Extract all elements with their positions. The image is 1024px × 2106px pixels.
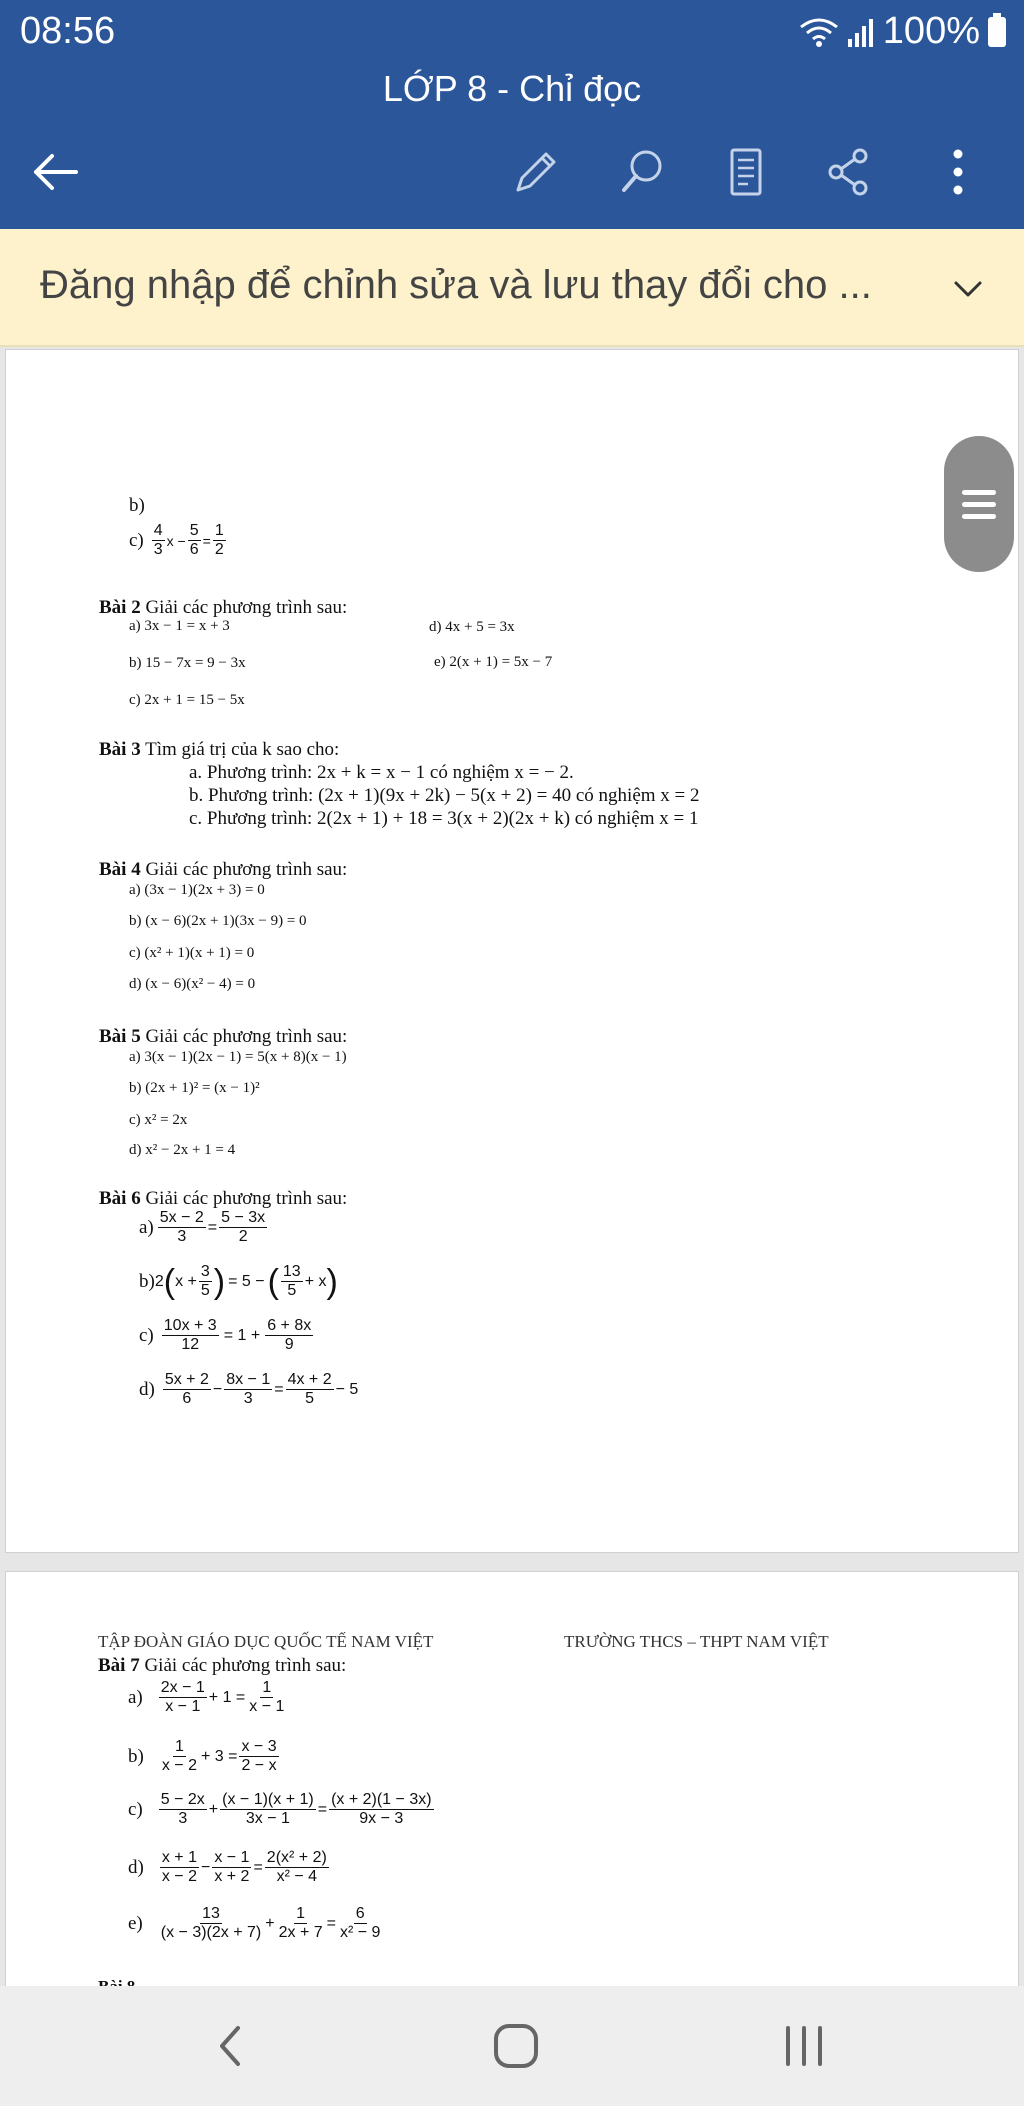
bai3-item-a: a. Phương trình: 2x + k = x − 1 có nghiệm x = − 2. bbox=[189, 762, 574, 783]
bai6-item-d: d) $\frac{5x + 2}{6}$ − $\frac{8x - 1}{3}$ = $\frac{4x + 2}{5}$ − 5 bbox=[139, 1371, 359, 1407]
bai1-item-b: b) bbox=[129, 495, 145, 516]
bai2-item-a: a) 3x − 1 = x + 3 bbox=[129, 618, 230, 634]
document-page-1 bbox=[5, 349, 1019, 1553]
battery-icon bbox=[988, 17, 1006, 47]
nav-recents-icon[interactable] bbox=[772, 2014, 836, 2078]
document-title: LỚP 8 - Chỉ đọc bbox=[382, 68, 642, 109]
bai7-item-c: c) $\frac{5 - 2x}{3}$ + $\frac{(x - 1)(x + 1)}{3x - 1}$ = $\frac{(x + 2)(1 - 3x)}{9x - 3}$ bbox=[128, 1791, 432, 1827]
bai5-item-b: b) (2x + 1)² = (x − 1)² bbox=[129, 1080, 260, 1096]
bai4-item-c: c) (x² + 1)(x + 1) = 0 bbox=[129, 945, 255, 961]
battery-percent: 100% bbox=[882, 10, 980, 52]
status-indicators bbox=[799, 10, 1006, 53]
bai4-item-a: a) (3x − 1)(2x + 3) = 0 bbox=[129, 882, 265, 898]
bai1-item-c: c) $\frac{4}{3}$ x − $\frac{5}{6}$ = $\frac{1}{2}$ bbox=[129, 522, 224, 558]
share-icon[interactable] bbox=[820, 142, 880, 202]
more-vertical-icon[interactable] bbox=[928, 142, 988, 202]
page-header-right: TRƯỜNG THCS – THPT NAM VIỆT bbox=[564, 1632, 829, 1651]
signal-icon bbox=[847, 17, 875, 47]
bai7-item-a: a) $\frac{2x - 1}{x - 1}$ + 1 = $\frac{1}{x - 1}$ bbox=[128, 1679, 285, 1715]
bai2-item-b: b) 15 − 7x = 9 − 3x bbox=[129, 655, 246, 671]
bai3-heading: Bài 3 Tìm giá trị của k sao cho: bbox=[99, 739, 340, 760]
bai7-item-d: d) $\frac{x + 1}{x - 2}$ − $\frac{x - 1}{x + 2}$ = $\frac{\text{2(x² + 2)}}{\text{x² − 4}}$ bbox=[128, 1849, 327, 1885]
nav-home-icon[interactable] bbox=[484, 2014, 548, 2078]
search-icon[interactable] bbox=[612, 142, 672, 202]
bai6-item-c: c) $\frac{10x + 3}{12}$ = 1 + $\frac{6 + 8x}{9}$ bbox=[139, 1317, 312, 1353]
bai5-heading: Bài 5 Giải các phương trình sau: bbox=[99, 1026, 348, 1047]
app-bar bbox=[0, 0, 1024, 229]
bai2-item-e: e) 2(x + 1) = 5x − 7 bbox=[434, 654, 553, 670]
reading-view-icon[interactable] bbox=[716, 142, 776, 202]
page-header-left: TẬP ĐOÀN GIÁO DỤC QUỐC TẾ NAM VIỆT bbox=[98, 1632, 434, 1651]
back-arrow-icon[interactable] bbox=[26, 142, 86, 202]
bai5-item-c: c) x² = 2x bbox=[129, 1112, 188, 1128]
bai6-item-b: b) 2 ( x + $\frac{3}{5}$ ) = 5 − ( $\frac{13}{5}$ + x ) bbox=[139, 1262, 338, 1301]
bai4-heading: Bài 4 Giải các phương trình sau: bbox=[99, 859, 348, 880]
bai2-heading: Bài 2 Giải các phương trình sau: bbox=[99, 597, 348, 618]
pencil-icon[interactable] bbox=[506, 142, 566, 202]
bai3-item-c: c. Phương trình: 2(2x + 1) + 18 = 3(x + 2)(2x + k) có nghiệm x = 1 bbox=[189, 808, 699, 829]
bai2-item-c: c) 2x + 1 = 15 − 5x bbox=[129, 692, 245, 708]
document-page-2 bbox=[5, 1571, 1019, 1986]
bai5-item-a: a) 3(x − 1)(2x − 1) = 5(x + 8)(x − 1) bbox=[129, 1049, 347, 1065]
bai4-item-b: b) (x − 6)(2x + 1)(3x − 9) = 0 bbox=[129, 913, 307, 929]
nav-back-icon[interactable] bbox=[200, 2014, 264, 2078]
sign-in-banner[interactable] bbox=[0, 229, 1024, 347]
status-time: 08:56 bbox=[20, 10, 116, 52]
wifi-icon bbox=[799, 17, 839, 47]
system-nav-bar bbox=[0, 1986, 1024, 2106]
bai4-item-d: d) (x − 6)(x² − 4) = 0 bbox=[129, 976, 256, 992]
chevron-down-icon[interactable] bbox=[948, 269, 988, 309]
bai7-heading: Bài 7 Giải các phương trình sau: bbox=[98, 1655, 347, 1676]
scroll-thumb[interactable] bbox=[944, 436, 1014, 572]
bai3-item-b: b. Phương trình: (2x + 1)(9x + 2k) − 5(x + 2) = 40 có nghiệm x = 2 bbox=[189, 785, 700, 806]
bai7-item-b: b) $\frac{1}{x - 2}$ + 3 = $\frac{x - 3}{2 - x}$ bbox=[128, 1738, 277, 1774]
bai5-item-d: d) x² − 2x + 1 = 4 bbox=[129, 1142, 236, 1158]
bai6-item-a: a) $\frac{5x - 2}{3}$ = $\frac{5 - 3x}{2}$ bbox=[139, 1209, 266, 1245]
bai7-item-e: e) $\frac{13}{(x - 3)(2x + 7)}$ + $\frac{1}{2x + 7}$ = $\frac{6}{\text{x² − 9}}$ bbox=[128, 1905, 381, 1941]
bai6-heading: Bài 6 Giải các phương trình sau: bbox=[99, 1188, 348, 1209]
bai2-item-d: d) 4x + 5 = 3x bbox=[429, 619, 515, 635]
sign-in-banner-text: Đăng nhập để chỉnh sửa và lưu thay đổi cho ... bbox=[40, 263, 872, 307]
